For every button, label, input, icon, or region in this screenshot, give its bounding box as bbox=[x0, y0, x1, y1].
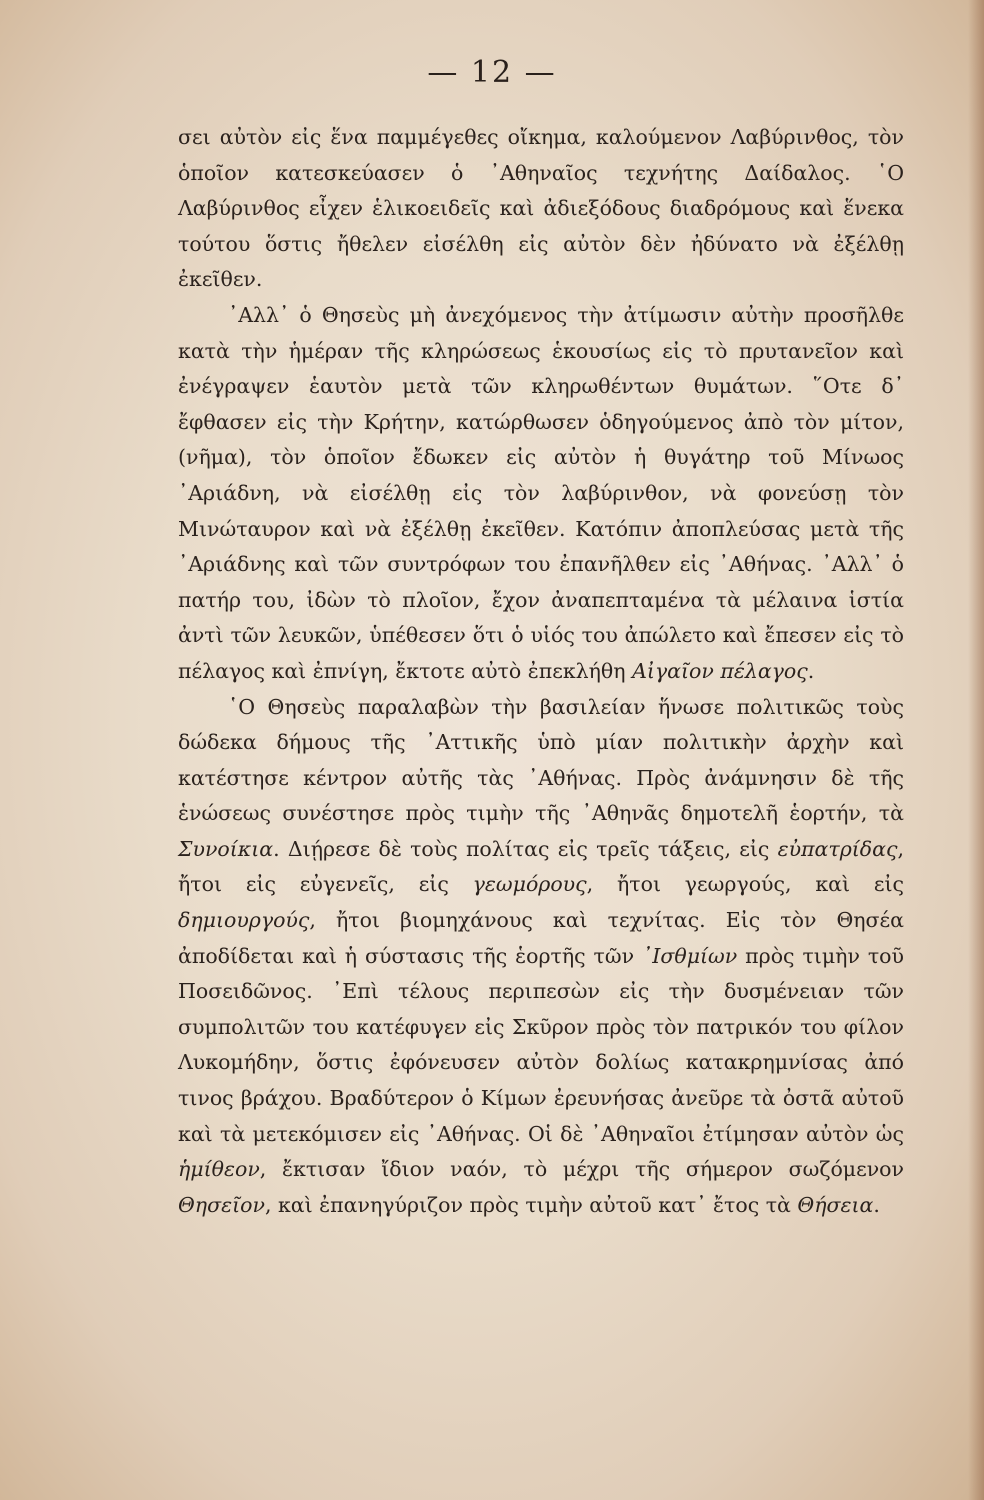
body-text bbox=[178, 120, 904, 1223]
text-run: . Διῄρεσε δὲ τοὺς πολίτας εἰς τρεῖς τάξεις, εἰς bbox=[273, 836, 778, 861]
text-run: , ἤτοι γεωργούς, καὶ εἰς bbox=[586, 872, 904, 897]
text-run: ῾Ο Θησεὺς παραλαβὼν τὴν βασιλείαν ἥνωσε πολιτικῶς τοὺς δώδεκα δήμους τῆς ᾿Αττικῆς ὑπὸ μίαν πολιτικὴν ἀρχὴν καὶ κατέστησε κέντρον αὐτῆς τὰς ᾿Αθήνας. Πρὸς ἀνάμνησιν δὲ τῆς ἑνώσεως συνέστησε πρὸς τιμὴν τῆς ᾿Αθηνᾶς δημοτελῆ ἑορτήν, τὰ bbox=[178, 694, 904, 826]
text-run: σει αὐτὸν εἰς ἕνα παμμέγεθες οἴκημα, καλούμενον Λαβύρινθος, τὸν ὁποῖον κατεσκεύασεν ὁ ᾿Αθηναῖος τεχνήτης Δαίδαλος. ῾Ο Λαβύρινθος εἶχεν ἑλικοειδεῖς καὶ ἀδιεξόδους διαδρόμους καὶ ἕνεκα τούτου ὅστις ἤθελεν εἰσέλθη εἰς αὐτὸν δὲν ἠδύνατο νὰ ἐξέλθῃ ἐκεῖθεν. bbox=[178, 125, 904, 292]
page-edge-shadow bbox=[968, 0, 984, 1500]
text-run: . bbox=[807, 658, 815, 683]
italic-term: ᾿Ισθμίων bbox=[642, 943, 738, 968]
paragraph bbox=[178, 298, 904, 690]
page-number: — 12 — bbox=[427, 55, 557, 90]
italic-term: εὐπατρίδας bbox=[777, 836, 898, 861]
italic-term: γεωμόρους bbox=[472, 872, 587, 897]
paragraph bbox=[178, 120, 904, 298]
text-run: , ἤτοι εἰς εὐγενεῖς, εἰς bbox=[178, 836, 904, 897]
text-run: , ἤτοι βιομηχάνους καὶ τεχνίτας. Εἰς τὸν Θησέα ἀποδίδεται καὶ ἡ σύστασις τῆς ἑορτῆς τῶν bbox=[178, 908, 904, 968]
text-run: ᾿Αλλ᾿ ὁ Θησεὺς μὴ ἀνεχόμενος τὴν ἀτίμωσιν αὐτὴν προσῆλθε κατὰ τὴν ἡμέραν τῆς κληρώσεως ἑκουσίως εἰς τὸ πρυτανεῖον καὶ ἐνέγραψεν ἑαυτὸν μετὰ τῶν κληρωθέντων θυμάτων. ῞Οτε δ᾿ ἔφθασεν εἰς τὴν Κρήτην, κατώρθωσεν ὁδηγούμενος ἀπὸ τὸν μίτον, (νῆμα), τὸν ὁποῖον ἔδωκεν εἰς αὐτὸν ἡ θυγάτηρ τοῦ Μίνωος ᾿Αριάδνη, νὰ εἰσέλθῃ εἰς τὸν λαβύρινθον, νὰ φονεύσῃ τὸν Μινώταυρον καὶ νὰ ἐξέλθῃ ἐκεῖθεν. Κατόπιν ἀποπλεύσας μετὰ τῆς ᾿Αριάδνης καὶ τῶν συντρόφων του ἐπανῆλθεν εἰς ᾿Αθήνας. ᾿Αλλ᾿ ὁ πατήρ του, ἰδὼν τὸ πλοῖον, ἔχον ἀναπεπταμένα τὰ μέλαινα ἱστία ἀντὶ τῶν λευκῶν, ὑπέθεσεν ὅτι ὁ υἱός του ἀπώλετο καὶ ἔπεσεν εἰς τὸ πέλαγος καὶ ἐπνίγη, ἔκτοτε αὐτὸ ἐπεκλήθη bbox=[178, 302, 904, 683]
italic-term: Συνοίκια bbox=[178, 836, 274, 861]
text-run: . bbox=[873, 1192, 880, 1217]
italic-term: δημιουργούς bbox=[178, 908, 310, 933]
italic-term: ἡμίθεον bbox=[178, 1157, 260, 1182]
text-run: , ἔκτισαν ἴδιον ναόν, τὸ μέχρι τῆς σήμερον σωζόμενον bbox=[259, 1157, 904, 1182]
text-run: πρὸς τιμὴν τοῦ Ποσειδῶνος. ᾿Επὶ τέλους περιπεσὼν εἰς τὴν δυσμένειαν τῶν συμπολιτῶν του κατέφυγεν εἰς Σκῦρον πρὸς τὸν πατρικόν του φίλον Λυκομήδην, ὅστις ἐφόνευσεν αὐτὸν δολίως κατακρημνίσας ἀπό τινος βράχου. Βραδύτερον ὁ Κίμων ἐρευνήσας ἀνεῦρε τὰ ὀστᾶ αὐτοῦ καὶ τὰ μετεκόμισεν εἰς ᾿Αθήνας. Οἱ δὲ ᾿Αθηναῖοι ἐτίμησαν αὐτὸν ὡς bbox=[178, 943, 904, 1146]
italic-term: Θήσεια bbox=[797, 1192, 874, 1217]
paragraph bbox=[178, 690, 904, 1224]
text-run: , καὶ ἐπανηγύριζον πρὸς τιμὴν αὐτοῦ κατ᾿ ἔτος τὰ bbox=[264, 1192, 798, 1217]
italic-term: Αἰγαῖον πέλαγος bbox=[632, 658, 808, 683]
italic-term: Θησεῖον bbox=[178, 1192, 265, 1217]
